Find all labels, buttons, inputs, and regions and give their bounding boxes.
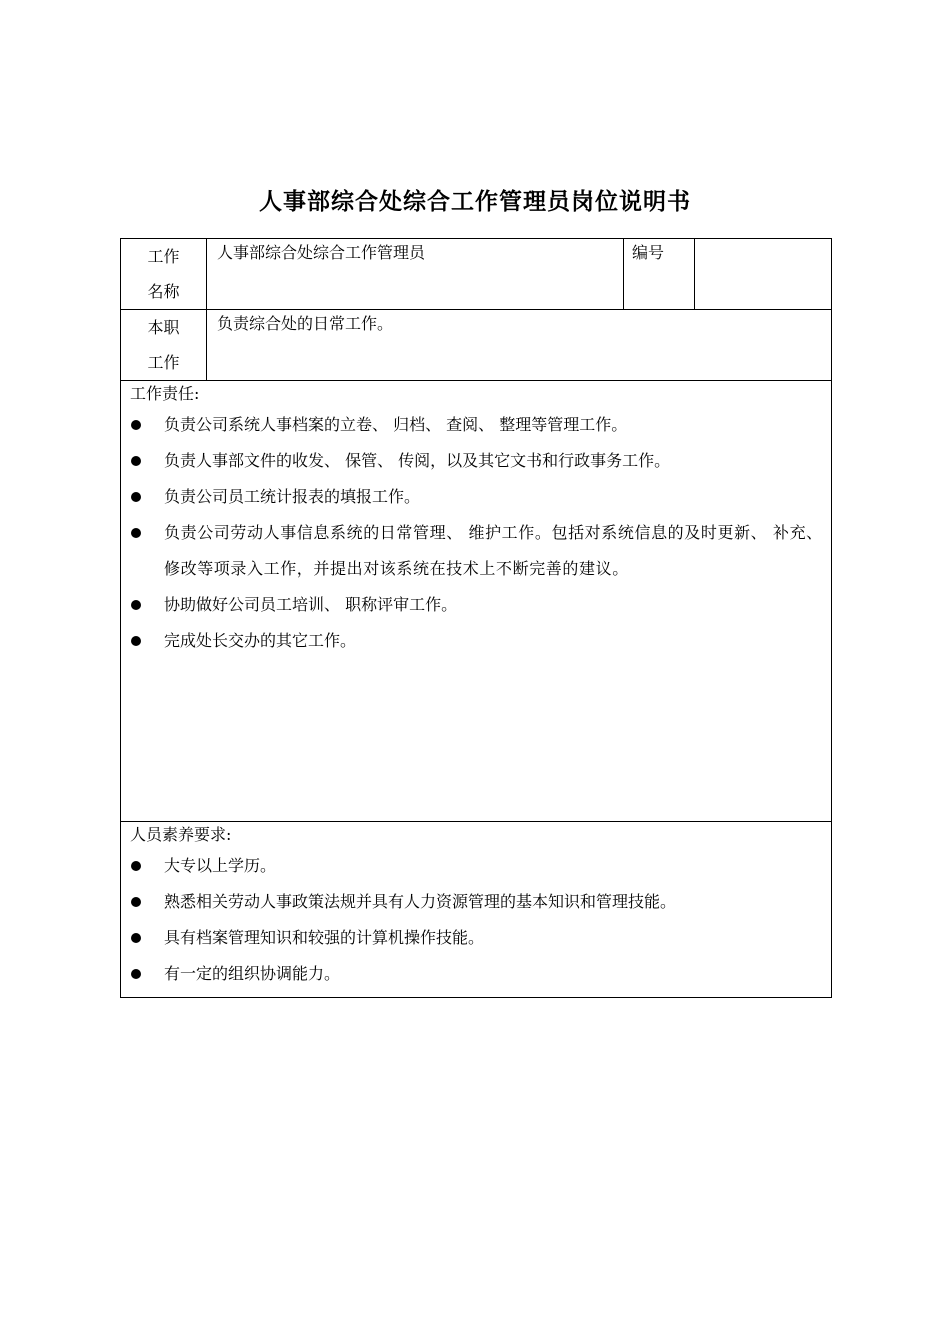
duty-label (121, 310, 207, 381)
job-name-value: 人事部综合处综合工作管理员 (207, 239, 624, 310)
duty-label-line1: 本职 (147, 318, 180, 337)
list-item (121, 443, 831, 479)
bullet-icon (131, 420, 141, 430)
bullet-icon (131, 600, 141, 610)
bullet-icon (131, 636, 141, 646)
requirements-list (121, 848, 831, 992)
bullet-icon (131, 897, 141, 907)
job-name-label-line2: 名称 (147, 282, 180, 301)
code-value (695, 239, 832, 310)
job-name-row (121, 239, 832, 310)
code-label: 编号 (624, 239, 695, 310)
list-item-text: 有一定的组织协调能力。 (164, 964, 341, 983)
responsibilities-cell (121, 381, 832, 822)
bullet-icon (131, 861, 141, 871)
bullet-icon (131, 456, 141, 466)
bullet-icon (131, 969, 141, 979)
list-item (121, 623, 831, 659)
responsibilities-row (121, 381, 832, 822)
duty-row (121, 310, 832, 381)
list-item (121, 479, 831, 515)
list-item (121, 920, 831, 956)
list-item (121, 956, 831, 992)
requirements-cell (121, 822, 832, 998)
list-item (121, 848, 831, 884)
bullet-icon (131, 528, 141, 538)
list-item-text: 负责人事部文件的收发、 保管、 传阅，以及其它文书和行政事务工作。 (164, 451, 671, 470)
duty-label-line2: 工作 (147, 353, 180, 372)
list-item (121, 407, 831, 443)
job-name-label-line1: 工作 (147, 247, 180, 266)
list-item-text: 负责公司劳动人事信息系统的日常管理、 维护工作。包括对系统信息的及时更新、 补充、 修改等项录入工作，并提出对该系统在技术上不断完善的建议。 (164, 523, 823, 578)
job-name-label (121, 239, 207, 310)
requirements-title: 人员素养要求: (130, 825, 232, 844)
requirements-row (121, 822, 832, 998)
list-item-text: 负责公司系统人事档案的立卷、 归档、 查阅、 整理等管理工作。 (164, 415, 628, 434)
list-item (121, 515, 831, 587)
list-item-text: 具有档案管理知识和较强的计算机操作技能。 (164, 928, 485, 947)
responsibilities-title: 工作责任: (130, 384, 200, 403)
list-item-text: 协助做好公司员工培训、 职称评审工作。 (164, 595, 458, 614)
job-description-table (120, 238, 832, 998)
document-title: 人事部综合处综合工作管理员岗位说明书 (259, 189, 691, 215)
bullet-icon (131, 933, 141, 943)
duty-value: 负责综合处的日常工作。 (207, 310, 832, 381)
list-item-text: 完成处长交办的其它工作。 (164, 631, 357, 650)
list-item-text: 负责公司员工统计报表的填报工作。 (164, 487, 421, 506)
list-item (121, 587, 831, 623)
bullet-icon (131, 492, 141, 502)
list-item (121, 884, 831, 920)
responsibilities-list (121, 407, 831, 659)
list-item-text: 熟悉相关劳动人事政策法规并具有人力资源管理的基本知识和管理技能。 (164, 892, 677, 911)
list-item-text: 大专以上学历。 (164, 856, 277, 875)
